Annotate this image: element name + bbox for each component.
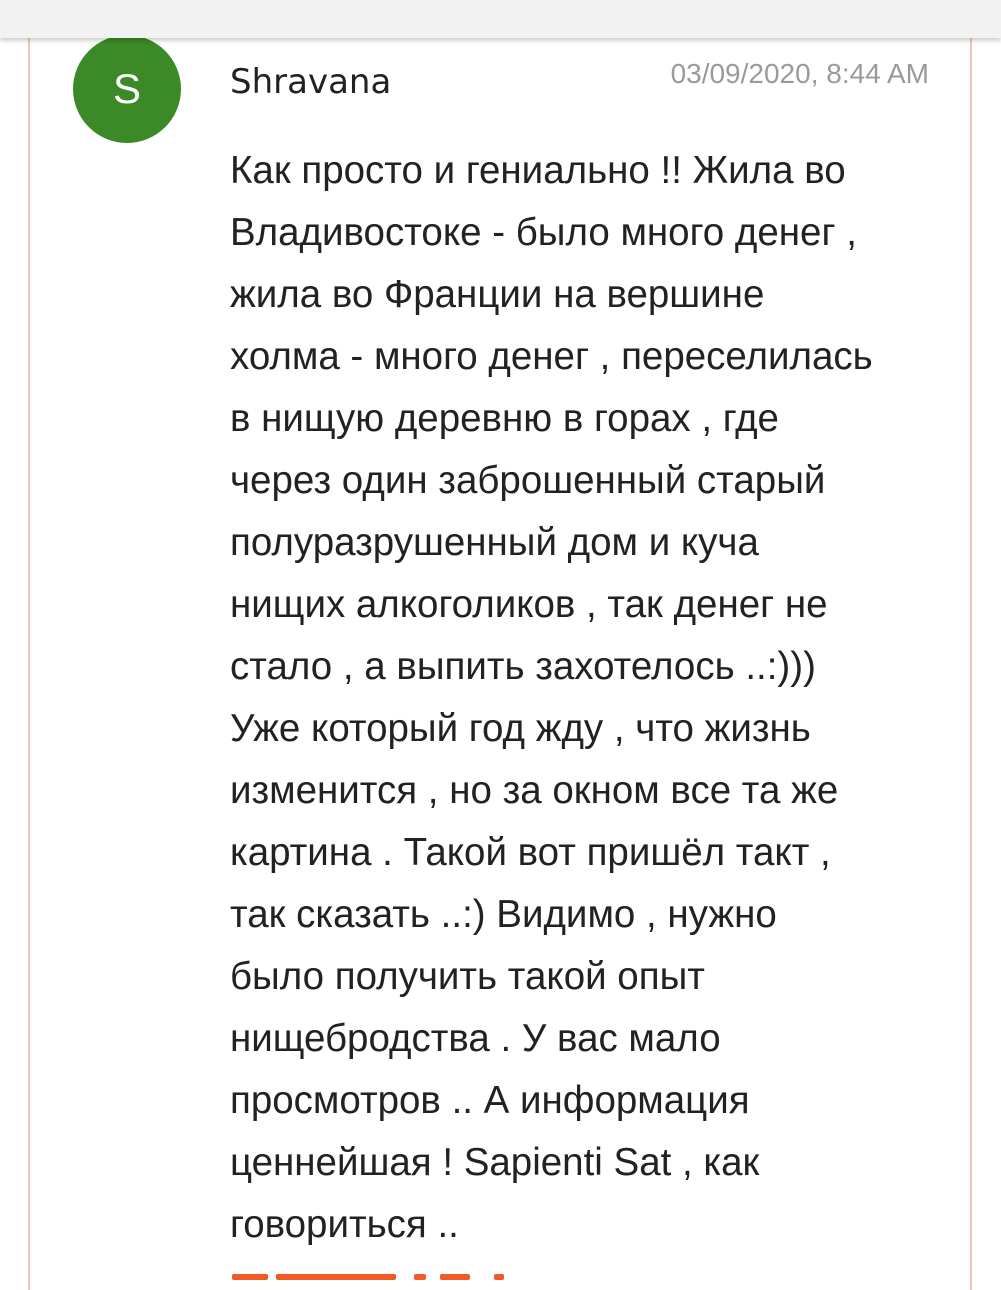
comment-line: изменится , но за окном все та же (230, 769, 839, 812)
comment-line: через один заброшенный старый (230, 459, 826, 502)
avatar-letter: S (112, 65, 141, 112)
comment-line: было получить такой опыт (230, 955, 705, 998)
comment-line: картина . Такой вот пришёл такт , (230, 831, 831, 874)
comment-line: холма - много денег , переселилась (230, 335, 873, 378)
comment-line: нищебродства . У вас мало (230, 1017, 721, 1060)
comment-line: Как просто и гениально !! Жила во (230, 149, 846, 192)
comment-line: Уже который год жду , что жизнь (230, 707, 811, 750)
comment-line: нищих алкоголиков , так денег не (230, 583, 828, 626)
comment-timestamp: 03/09/2020, 8:44 AM (670, 58, 929, 89)
comment-line: Владивостоке - было много денег , (230, 211, 857, 254)
comment-line: полуразрушенный дом и куча (230, 521, 759, 564)
top-bar (0, 0, 1001, 38)
comment-line: так сказать ..:) Видимо , нужно (230, 893, 777, 936)
avatar[interactable] (73, 35, 181, 143)
comment-line: в нищую деревню в горах , где (230, 397, 779, 440)
comment-line: просмотров .. А информация (230, 1079, 750, 1122)
comment-line: ценнейшая ! Sapienti Sat , как (230, 1141, 760, 1184)
comment-author[interactable]: Shravana (230, 62, 392, 102)
comment-line: говориться .. (230, 1203, 459, 1246)
comment-line: стало , а выпить захотелось ..:))) (230, 645, 816, 688)
cropped-accent-link[interactable] (232, 1266, 522, 1280)
comment-line: жила во Франции на вершине (230, 273, 765, 316)
comment-body (230, 140, 950, 1256)
